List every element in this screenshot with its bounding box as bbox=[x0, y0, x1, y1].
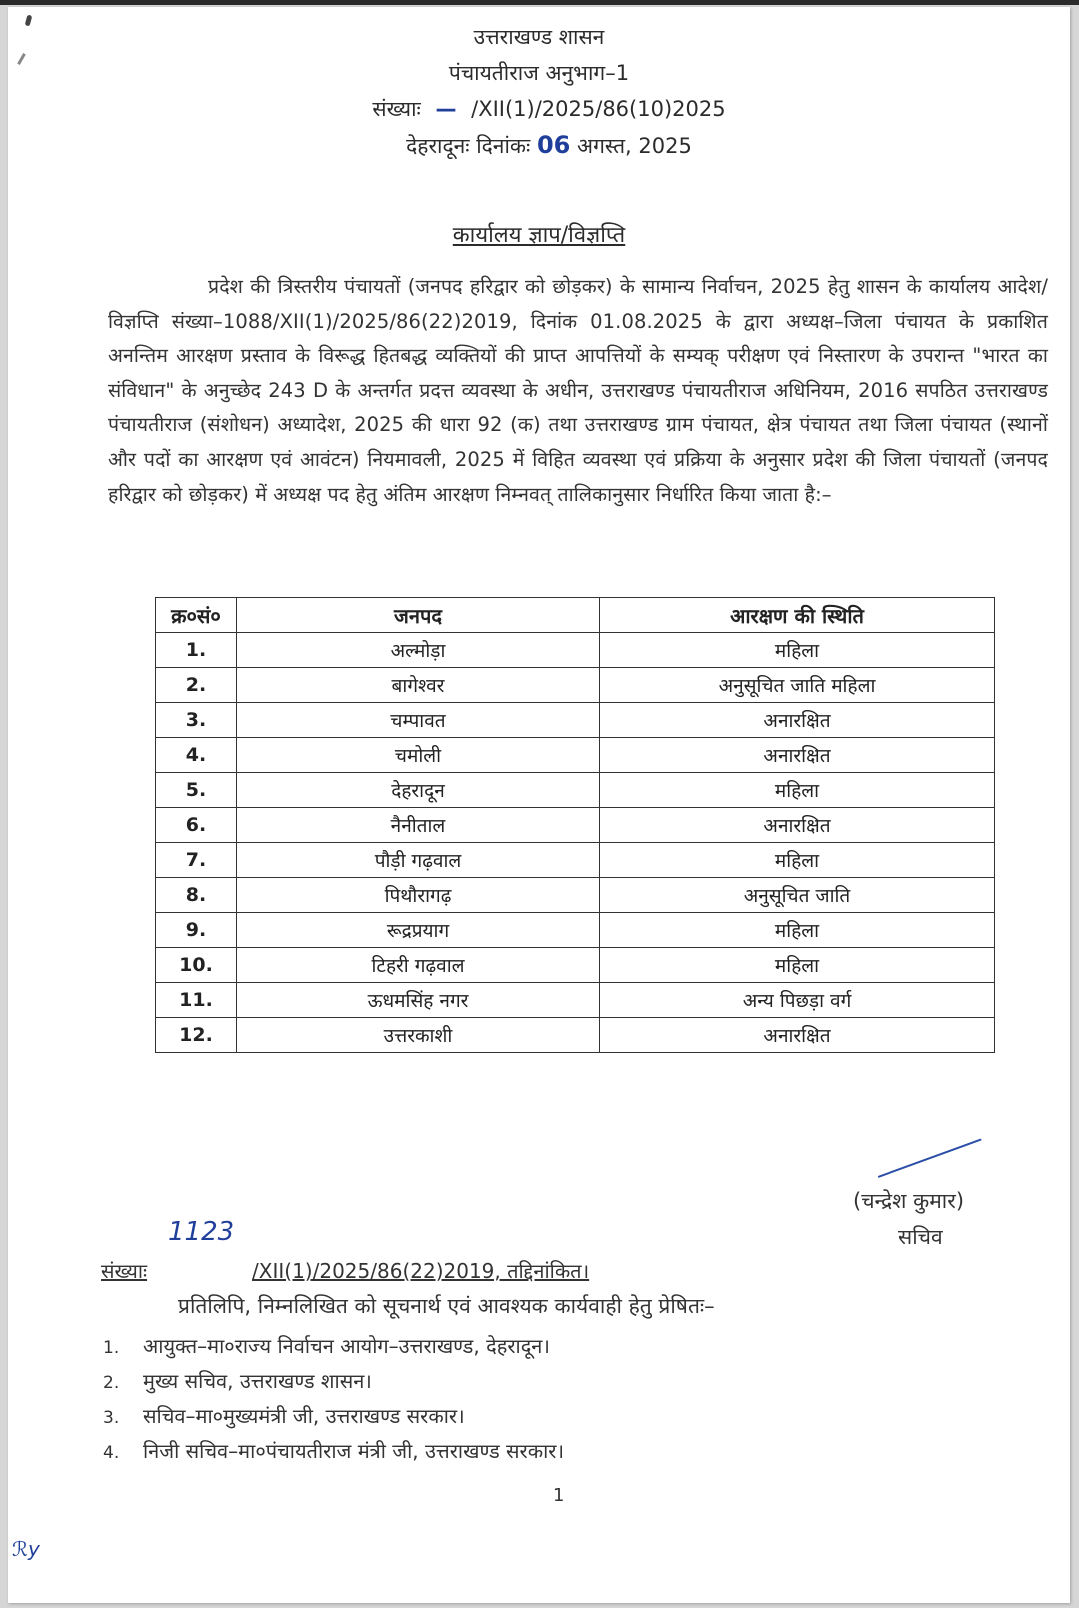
handwritten-initials: ℛy bbox=[12, 1537, 40, 1561]
district: रूद्रप्रयाग bbox=[237, 913, 600, 948]
government-heading: उत्तराखण्ड शासन bbox=[473, 25, 605, 49]
district: नैनीताल bbox=[237, 808, 600, 843]
status: महिला bbox=[600, 913, 995, 948]
district: ऊधमसिंह नगर bbox=[237, 983, 600, 1018]
status: अनारक्षित bbox=[600, 808, 995, 843]
department-heading: पंचायतीराज अनुभाग–1 bbox=[448, 61, 630, 85]
table-row bbox=[156, 878, 995, 913]
endorsement-value: /XII(1)/2025/86(22)2019, तद्दिनांकित। bbox=[252, 1259, 590, 1283]
serial: 4. bbox=[156, 738, 237, 773]
status: अनुसूचित जाति bbox=[600, 878, 995, 913]
table-header-row bbox=[156, 598, 995, 633]
place-date bbox=[8, 131, 1079, 160]
serial: 10. bbox=[156, 948, 237, 983]
serial: 12. bbox=[156, 1018, 237, 1053]
body-paragraph bbox=[108, 270, 1048, 512]
district: बागेश्वर bbox=[237, 668, 600, 703]
table-row bbox=[156, 703, 995, 738]
table-row bbox=[156, 738, 995, 773]
table-row bbox=[156, 983, 995, 1018]
list-item: 1. आयुक्त–मा०राज्य निर्वाचन आयोग–उत्तराखण्ड, देहरादून। bbox=[103, 1334, 550, 1358]
district: उत्तरकाशी bbox=[237, 1018, 600, 1053]
status: अन्य पिछड़ा वर्ग bbox=[600, 983, 995, 1018]
endorsement-reference bbox=[101, 1257, 589, 1284]
number-value: /XII(1)/2025/86(10)2025 bbox=[471, 97, 726, 121]
district: टिहरी गढ़वाल bbox=[237, 948, 600, 983]
status: महिला bbox=[600, 843, 995, 878]
table-row bbox=[156, 913, 995, 948]
table-row bbox=[156, 1018, 995, 1053]
status: महिला bbox=[600, 633, 995, 668]
table-row bbox=[156, 668, 995, 703]
number-label: संख्याः bbox=[372, 97, 421, 121]
col-header-district: जनपद bbox=[237, 598, 600, 633]
page-number: 1 bbox=[553, 1485, 565, 1506]
recipient-list bbox=[103, 1329, 564, 1469]
serial: 9. bbox=[156, 913, 237, 948]
district: देहरादून bbox=[237, 773, 600, 808]
serial: 3. bbox=[156, 703, 237, 738]
place-date-label: देहरादूनः दिनांकः bbox=[406, 134, 531, 158]
district: पिथौरागढ़ bbox=[237, 878, 600, 913]
district: अल्मोड़ा bbox=[237, 633, 600, 668]
district: चम्पावत bbox=[237, 703, 600, 738]
table-row bbox=[156, 808, 995, 843]
serial: 5. bbox=[156, 773, 237, 808]
table-row bbox=[156, 633, 995, 668]
table-row bbox=[156, 948, 995, 983]
serial: 1. bbox=[156, 633, 237, 668]
handwritten-number-mark: — bbox=[435, 97, 457, 121]
endorsement-label: संख्याः bbox=[101, 1259, 148, 1283]
top-bar bbox=[0, 0, 1079, 5]
document-page bbox=[8, 7, 1070, 1603]
document-title: कार्यालय ज्ञाप/विज्ञप्ति bbox=[452, 223, 626, 248]
status: अनारक्षित bbox=[600, 1018, 995, 1053]
table-row bbox=[156, 843, 995, 878]
handwritten-date: 06 bbox=[536, 131, 571, 159]
signer-designation: सचिव bbox=[898, 1225, 943, 1249]
status: अनुसूचित जाति महिला bbox=[600, 668, 995, 703]
status: महिला bbox=[600, 948, 995, 983]
list-item: 2. मुख्य सचिव, उत्तराखण्ड शासन। bbox=[103, 1369, 372, 1393]
serial: 6. bbox=[156, 808, 237, 843]
handwritten-endorsement-number: 1123 bbox=[168, 1217, 235, 1247]
col-header-serial: क्र०सं० bbox=[156, 598, 237, 633]
order-number bbox=[8, 95, 1079, 123]
district: पौड़ी गढ़वाल bbox=[237, 843, 600, 878]
table-row bbox=[156, 773, 995, 808]
serial: 2. bbox=[156, 668, 237, 703]
list-item: 3. सचिव–मा०मुख्यमंत्री जी, उत्तराखण्ड सरकार। bbox=[103, 1404, 465, 1428]
date-value: अगस्त, 2025 bbox=[577, 134, 692, 158]
col-header-status: आरक्षण की स्थिति bbox=[600, 598, 995, 633]
status: अनारक्षित bbox=[600, 738, 995, 773]
serial: 8. bbox=[156, 878, 237, 913]
body-text: प्रदेश की त्रिस्तरीय पंचायतों (जनपद हरिद्वार को छोड़कर) के सामान्य निर्वाचन, 2025 हेतु शासन के कार्यालय आदेश/विज्ञप्ति संख्या–1088/XII(1)/2025/86(22)2019, दिनांक 01.08.2025 के द्वारा अध्यक्ष–जिला पंचायत के प्रकाशित अनन्तिम आरक्षण प्रस्ताव के विरूद्ध हितबद्ध व्यक्तियों की प्राप्त आपत्तियों के सम्यक् परीक्षण एवं निस्तारण के उपरान्त "भारत का संविधान" के अनुच्छेद 243 D के अन्तर्गत प्रदत्त व्यवस्था के अधीन, उत्तराखण्ड पंचायतीराज अधिनियम, 2016 सपठित उत्तराखण्ड पंचायतीराज (संशोधन) अध्यादेश, 2025 की धारा 92 (क) तथा उत्तराखण्ड ग्राम पंचायत, क्षेत्र पंचायत तथा जिला पंचायत (स्थानों और पदों का आरक्षण एवं आवंटन) नियमावली, 2025 में विहित व्यवस्था एवं प्रक्रिया के अनुसार प्रदेश की जिला पंचायतों (जनपद हरिद्वार को छोड़कर) में अध्यक्ष पद हेतु अंतिम आरक्षण निम्नवत् तालिकानुसार निर्धारित किया जाता है:– bbox=[108, 275, 1048, 506]
status: महिला bbox=[600, 773, 995, 808]
district: चमोली bbox=[237, 738, 600, 773]
copy-intro: प्रतिलिपि, निम्नलिखित को सूचनार्थ एवं आवश्यक कार्यवाही हेतु प्रेषितः– bbox=[178, 1294, 715, 1318]
status: अनारक्षित bbox=[600, 703, 995, 738]
serial: 7. bbox=[156, 843, 237, 878]
signer-name: (चन्द्रेश कुमार) bbox=[853, 1189, 965, 1213]
signature-stroke bbox=[878, 1138, 982, 1178]
reservation-table bbox=[155, 597, 995, 1053]
list-item: 4. निजी सचिव–मा०पंचायतीराज मंत्री जी, उत्तराखण्ड सरकार। bbox=[103, 1439, 565, 1463]
serial: 11. bbox=[156, 983, 237, 1018]
